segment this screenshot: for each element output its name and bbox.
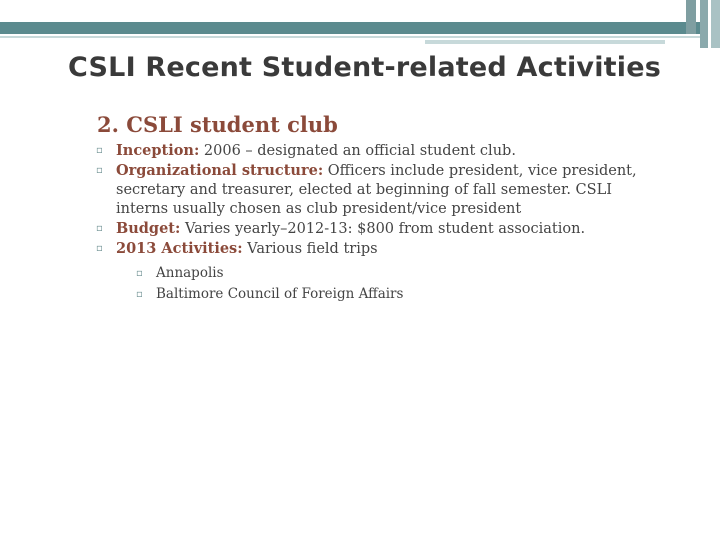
item-label: 2013 Activities: (116, 240, 243, 257)
bullet-icon: ▫ (136, 268, 143, 279)
item-label: Budget: (116, 220, 181, 237)
bullet-list (96, 141, 656, 305)
sub-bullet-list (116, 263, 656, 305)
sub-list-item-baltimore (136, 284, 656, 305)
slide-title: CSLI Recent Student-related Activities (68, 52, 662, 83)
list-item-inception (96, 141, 656, 161)
header-thin-line-right (425, 40, 665, 44)
list-item-budget (96, 219, 656, 239)
section-heading: 2. CSLI student club (97, 112, 338, 137)
item-label: Organizational structure: (116, 162, 324, 179)
item-text: Officers include president, vice president, secretary and treasurer, elected at beginning of fall semester. CSLI interns usually chosen as club president/vice president (116, 163, 637, 217)
item-label: Inception: (116, 142, 200, 159)
header-accent-bar (0, 22, 700, 34)
list-item-organizational-structure (96, 161, 656, 219)
corner-block (700, 0, 708, 48)
list-item-activities (96, 239, 656, 305)
header-thin-line (0, 36, 700, 38)
sub-item-text: Annapolis (156, 265, 224, 281)
bullet-icon: ▫ (96, 145, 103, 156)
bullet-icon: ▫ (96, 223, 103, 234)
sub-item-text: Baltimore Council of Foreign Affairs (156, 286, 404, 302)
bullet-icon: ▫ (136, 289, 143, 300)
bullet-icon: ▫ (96, 165, 103, 176)
item-text: 2006 – designated an official student club. (199, 143, 516, 159)
corner-block (711, 0, 720, 48)
item-text: Various field trips (242, 241, 378, 257)
sub-list-item-annapolis (136, 263, 656, 284)
corner-block (686, 0, 696, 34)
item-text: Varies yearly–2012-13: $800 from student association. (180, 221, 586, 237)
bullet-icon: ▫ (96, 243, 103, 254)
